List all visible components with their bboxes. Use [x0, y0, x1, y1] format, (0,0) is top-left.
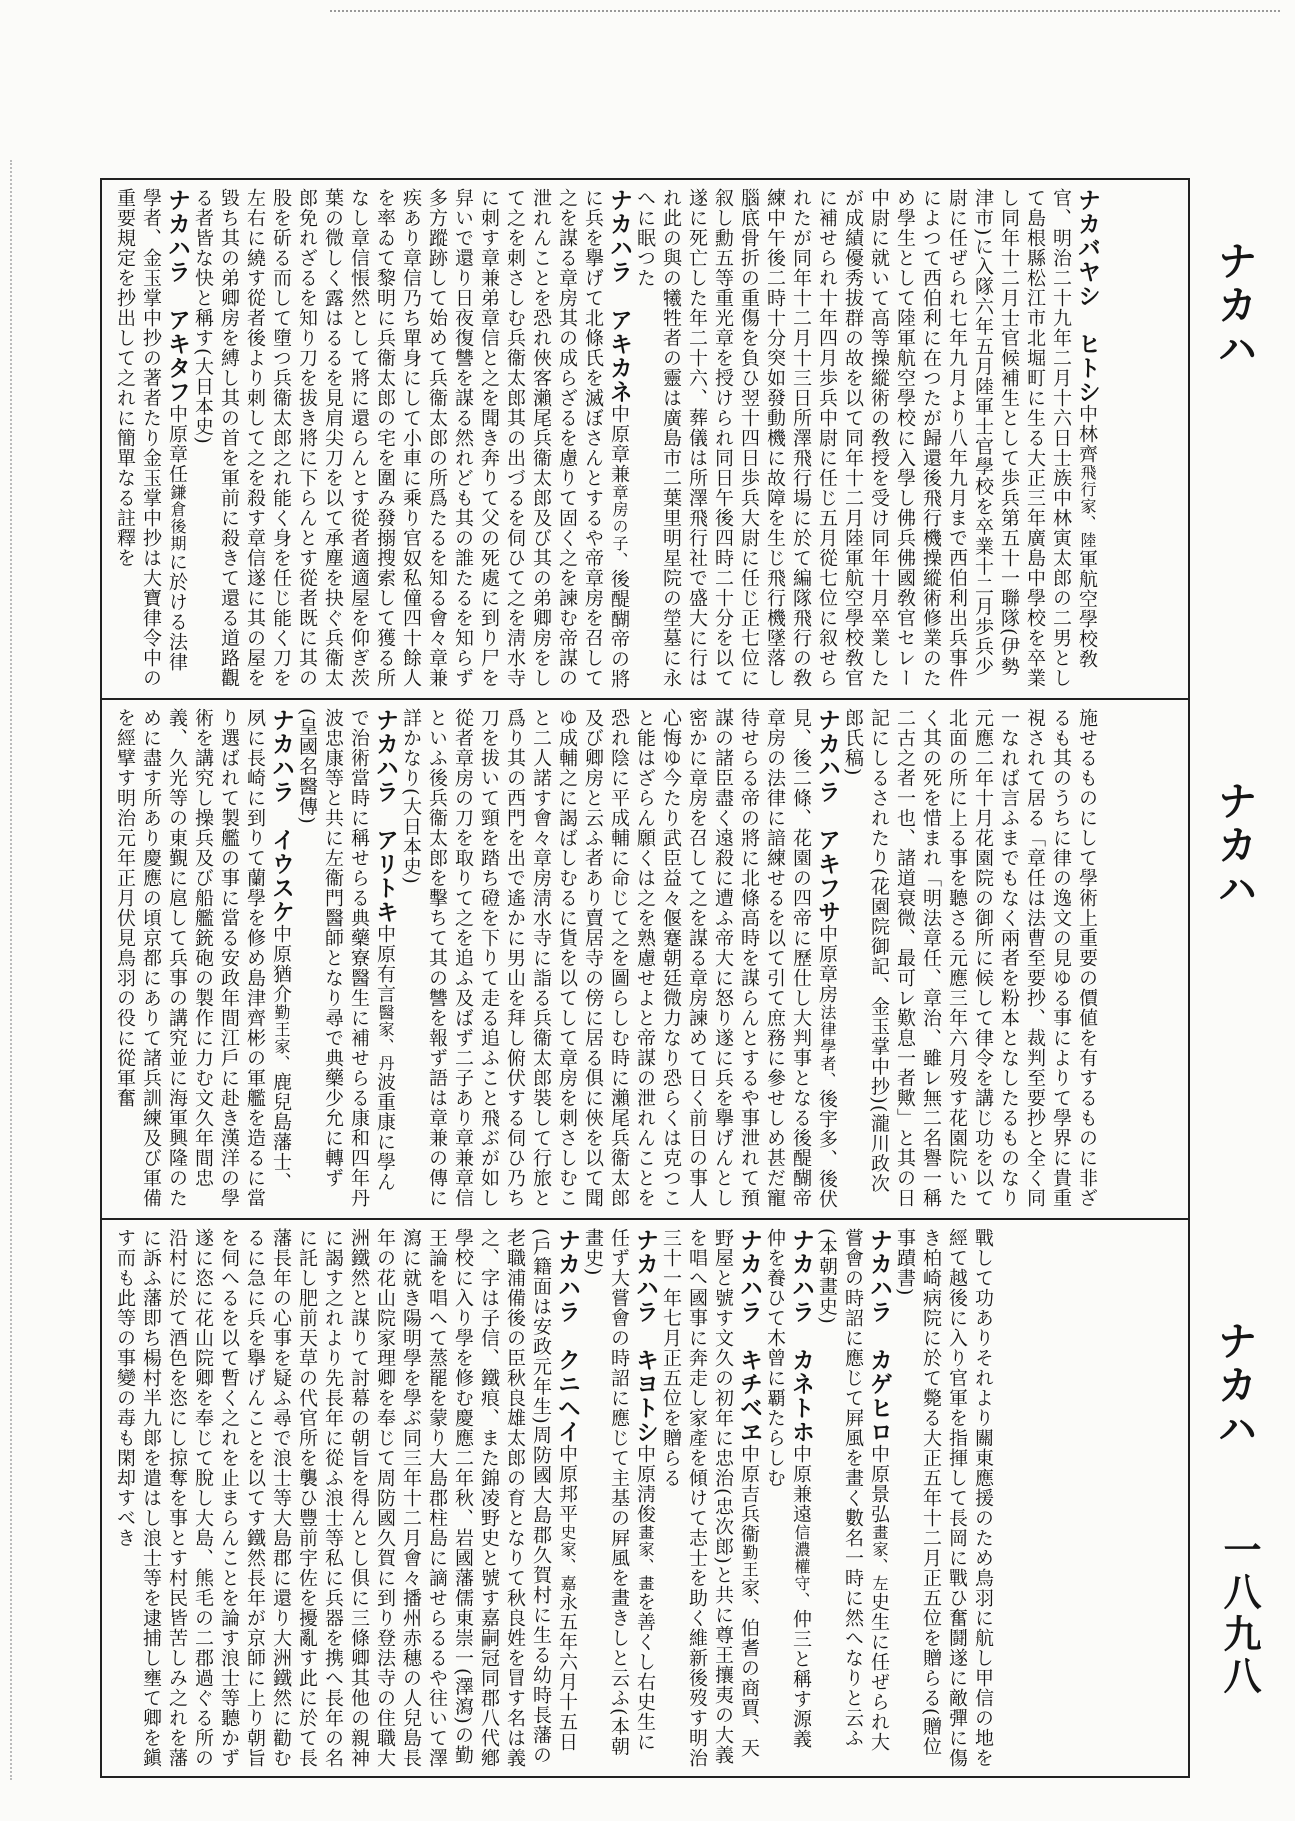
entry-body: を善くし右史生に任ず大嘗會の時詔に應じて主基の屛風を畫きしと云ふ(本朝畫史) — [582, 1228, 656, 1757]
entry-title: 章房の子、 — [610, 484, 629, 569]
entry-kanji: 中原邦平 — [556, 1444, 578, 1524]
running-head-bottom: ナカハ — [1211, 1320, 1257, 1452]
entry-head: ナカハラ アキカネ — [606, 188, 632, 404]
entry-kanji: 中原淸俊 — [634, 1444, 656, 1524]
entry-title: 法律學者、 — [818, 1004, 837, 1089]
entry-body: 後醍醐帝の將に兵を擧げて北條氏を滅ぼさんとするや帝章房を召して之を謀る章房其の成らざるを慮りて固く之を諫む帝謀の泄れんことを恐れ俠客瀨尾兵衞太郎及び其の弟卿房をして之を刺さしむ兵衞太郎其の出づるを伺ひて之を淸水寺に刺す章兼弟章信と之を聞き奔りて父の死處に到り尸を舁いで還り日夜復讐を謀る然れども其の誰たるを知らず多方蹤跡して始めて兵衞太郎の所爲たるを知る會々章兼疾あり章信乃ち單身にして小車に乘り官奴私僮四十餘人を率ゐて黎明に兵衞太郎の宅を圍み發搦搜索して獲る所なし章信悵然として將に還らんとす從者適適屋を仰ぎ茨葉の微しく露はるるを見肩尖刀を以て承塵を抉ぐ兵衞太郎免れざるを知り刀を拔き將に下らんとす從者既に其の股を斫る而して墮つ兵衞太郎之れ能く身を任じ能く刀を左右に繞す從者後より刺して之を殺す章信遂に其の屋を毀ち其の弟卿房を縛し其の首を軍前に殺きて還る道路觀る者皆な快と稱す(大日本史) — [192, 188, 630, 689]
page-number: 一八九八 — [1217, 1530, 1261, 1698]
entry-body: 鹿兒島藩士、夙に長崎に到りて蘭學を修め島津齊彬の軍艦を造るに當り選ばれて製艦の事に當る安政年間江戶に赴き漢洋の學術を講究し操兵及び船艦銃砲の製作に力む文久年間忠義、久光等の東覲に扈して兵事の講究並に海軍興隆のために盡す所あり慶應の頃京都にありて諸兵訓練及び軍備を經擘す明治元年正月伏見鳥羽の役に從軍奮 — [114, 708, 292, 1208]
entry-nakahara-kanetoho — [764, 1228, 812, 1749]
entry-body: 施せるものにして學術上重要の價値を有するものに非ざるも其のうちに律の逸文の見ゆる事によりて學界に貴重視されて居る「章任は法曹至要抄、裁判至要抄と全く同一なれば言ふまでもなく兩者を粉本となしたるものなり元應二年十月花園院の御所に候して律令を講じ功を以て北面の所に上る事を聽さる元應三年六月歿す花園院いたく其の死を惜まれ「明法章任、章治、雖レ無二名譽一稱二古之者一也、諸道衰微、最可レ歎息一者歟」と其の日記にしるされたり(花園院御記、金玉掌中抄)(瀧川政次郎氏稿) — [842, 708, 1098, 1208]
entry-nakahara-kunihei — [114, 1228, 578, 1768]
entry-nakahara-iusuke — [114, 708, 292, 1208]
entry-title: 飛行家、陸 — [1078, 464, 1097, 549]
entry-head: ナカハラ キヨトシ — [632, 1228, 658, 1444]
entry-title: 勤王家、 — [272, 1004, 291, 1072]
top-dotted-rule — [330, 10, 1280, 12]
entry-continuation — [894, 1228, 994, 1768]
entry-kanji: 中原猶介 — [270, 924, 292, 1004]
entry-kanji: 中原章兼 — [608, 404, 630, 484]
entry-kanji: 中原兼遠 — [790, 1444, 812, 1524]
running-head-middle: ナカハ — [1211, 780, 1257, 912]
entry-body: 永五年六月十五日(戶籍面は安政元年生)周防國大島郡久賀村に生る幼時長藩の老職浦備後の臣秋良雄太郎の育となりて秋良姓を冒す名は義之、字は子信、鐵痕、また錦凌野史と號す嘉嗣冠同郡八代鄕學校に入り學を修む慶應二年秋、岩國藩儒東崇一(澤瀉)の勤王論を唱へて蒸罷を蒙り大島郡柱島に謫せらるるや往いて澤瀉に就き陽明學を學ぶ同三年十二月會々播州赤穗の人兒島長年の花山院家理卿を奉じて周防國久賀に到り登法寺の住職大洲鐵然と謀りて討幕の朝旨を得んとし俱に三條卿其他の親神に謁す之れより先長年に從ふ浪士等私に兵器を携へ長年の名に託し肥前天草の代官所を襲ひ豐前宇佐を擾亂す此に於て長藩長年の心事を疑ふ尋で浪士等大島郡に還り大洲鐵然に勸むるに急に兵を擧げんことを以てす鐵然長年が京師に上り朝旨を伺へるを以て暫く之れを止まらんことを論す浪士等聽かず遂に恣に花山院卿を奉じて脫し大島、熊毛の二郡過ぐる所の沿村に於て酒色を恣にし掠奪を事とす村民皆苦しみ之れを藩に訴ふ藩即ち楊村半九郞を遣はし浪士等を逮捕し壅て卿を鎭す而も此等の事變の毒も閑却すべき — [114, 1228, 578, 1768]
entry-title: 鎌倉後期 — [168, 484, 187, 552]
running-head-top: ナカハ — [1211, 240, 1257, 372]
entry-nakahara-kiyotoshi — [582, 1228, 656, 1756]
entry-head: ナカハラ アリトキ — [372, 708, 398, 924]
entry-nakabayashi-hitoshi — [634, 188, 1098, 688]
page-frame — [100, 178, 1190, 1778]
entry-head: ナカハラ イウスケ — [268, 708, 294, 924]
entry-kanji: 中原景弘 — [868, 1444, 890, 1524]
entry-head: ナカハラ キチベヱ — [736, 1228, 762, 1444]
entry-body: 史生に任ぜられ大嘗會の時詔に應じて屛風を畫く數名一時に然へなりと云ふ(本朝畫史) — [816, 1228, 890, 1752]
entry-head: ナカバヤシ ヒトシ — [1074, 188, 1100, 404]
entry-body: 戰して功ありそれより關東應援のため鳥羽に航し甲信の地を經て越後に入り官軍を指揮して長岡に戰ひ奮鬪遂に敵彈に傷き柏崎病院に於て斃る大正五年十二月正五位を贈らる(贈位事蹟書) — [894, 1228, 994, 1768]
entry-kanji: 中林齊 — [1076, 404, 1098, 464]
entry-head: ナカハラ カゲヒロ — [866, 1228, 892, 1444]
entry-head: ナカハラ カネトホ — [788, 1228, 814, 1444]
entry-kanji: 中原有言 — [374, 924, 396, 1004]
entry-title: 信濃權守、 — [792, 1524, 811, 1609]
entry-nakahara-kagehiro — [816, 1228, 890, 1752]
entry-title: 畫家、畫 — [636, 1524, 655, 1592]
entry-kanji: 中原章房 — [816, 924, 838, 1004]
entry-nakahara-akitafu — [114, 188, 188, 688]
entry-nakahara-kichibee — [660, 1228, 760, 1768]
entry-title: 醫家、丹 — [376, 1004, 395, 1072]
entry-kanji: 中原吉兵衞 — [738, 1444, 760, 1544]
binding-margin-dots — [10, 160, 12, 1780]
entry-body: に於ける法律學者、金玉掌中抄の著者たり金玉掌中抄は大寶律令中の重要規定を抄出して之れに簡單なる註釋を — [114, 188, 188, 688]
entry-body: 軍航空學校敎官、明治二十九年二月十六日士族中林寅太郎の二男として島根縣松江市北堀町に生る大正三年廣島中學校を卒業し同年十二月士官候補生として歩兵第五十一聯隊(伊勢津市)に入隊六年五月陸軍士官學校を卒業十二月歩兵少尉に任ぜられ七年九月より八年九月まで西伯利出兵事件によつて西伯利に在つたが歸還後飛行機操縱術修業のため學生として陸軍航空學校に入學し佛兵佛國敎官セレー中尉に就いて高等操縱術の敎授を受け同年十月卒業したが成績優秀拔群の故を以て同年十二月陸軍航空學校敎官に補せられ十年四月歩兵中尉に任じ五月從七位に叙せられたが同年十二月十三日所澤飛行場に於て編隊飛行の敎練中午後二時十分突如發動機に故障を生じ飛行機墜落し腦底骨折の重傷を負ひ翌十四日歩兵大尉に任じ正七位に叙し勳五等重光章を授けられ同日午後四時二十分を以て遂に死亡した年二十六、葬儀は所澤飛行社で盛大に行はれ此の與の犧牲者の靈は廣島市二葉里明星院の塋墓に永へに眠つた — [634, 188, 1098, 688]
entry-nakahara-akikane — [192, 188, 630, 689]
entry-continuation — [842, 708, 1098, 1208]
entry-nakahara-akifusa — [400, 708, 838, 1209]
entry-kanji: 中原章任 — [166, 404, 188, 484]
entry-title: 畫家、左 — [870, 1524, 889, 1592]
entry-title: 史家、嘉 — [558, 1524, 577, 1592]
entry-body: 波重康に學んで治術當時に稱せらる典藥寮醫生に補せらる康和四年丹波忠康等と共に左衞門醫師となり尋で典藥少允に轉ず(皇國名醫傳) — [296, 708, 396, 1208]
entry-title: 勤王 — [740, 1544, 759, 1578]
entry-head: ナカハラ クニヘイ — [554, 1228, 580, 1444]
tier-middle — [102, 700, 1188, 1220]
entry-body: 後宇多、後伏見、後二條、花園の四帝に歷仕し大判事となる後醍醐帝章房の法律に諳練せるを以て引て庶務に參せしめ甚だ寵待せらる帝の將に北條高時を謀らんとするや事泄れて預謀の諸臣盡く遠殺に遭ふ帝大に怒り遂に兵を擧げんとし密かに章房を召して之を謀る章房諫めて日く前日の事人心悔ゆ今たり武臣益々偃蹇朝廷微力なり恐らくは克つこと能はざらん願くは之を熟慮せよと帝謀の泄れんことを恐れ陰に平成輔に命じて之を圖らしむ時に瀨尾兵衞太郎及び卿房と云ふ者あり賣居寺の傍に居る俱に俠を以て聞ゆ成輔之に謁ばしむるに貨を以てして章房を刺さしむこと二人諾す會々章房淸水寺に詣る兵衞太郎裝して行旅と爲り其の西門を出で遙かに男山を拜し俯伏する伺ひ乃ち刀を拔いて頸を踏ち磴を下りて走る追ふこと飛ぶが如し從者章房の刀を取りて之を追ふ及ばず二子あり章兼章信といふ後兵衞太郎を擊ちて其の讐を報ず語は章兼の傳に詳かなり(大日本史) — [400, 708, 838, 1209]
entry-body: 仲三と稱す源義仲を養ひて木曾に覇たらしむ — [764, 1228, 812, 1749]
tier-top — [102, 180, 1188, 700]
entry-head: ナカハラ アキフサ — [814, 708, 840, 924]
entry-body: 家、伯耆の商賈、天野屋と號す文久の初年に忠治(忠次郎)と共に尊王攘夷の大義を唱へ國事に奔走し家產を傾けて志士を助く維新後歿す明治三十一年七月正五位を贈らる — [660, 1228, 760, 1768]
entry-head: ナカハラ アキタフ — [164, 188, 190, 404]
tier-bottom — [102, 1220, 1188, 1776]
entry-nakahara-aritoki — [296, 708, 396, 1208]
